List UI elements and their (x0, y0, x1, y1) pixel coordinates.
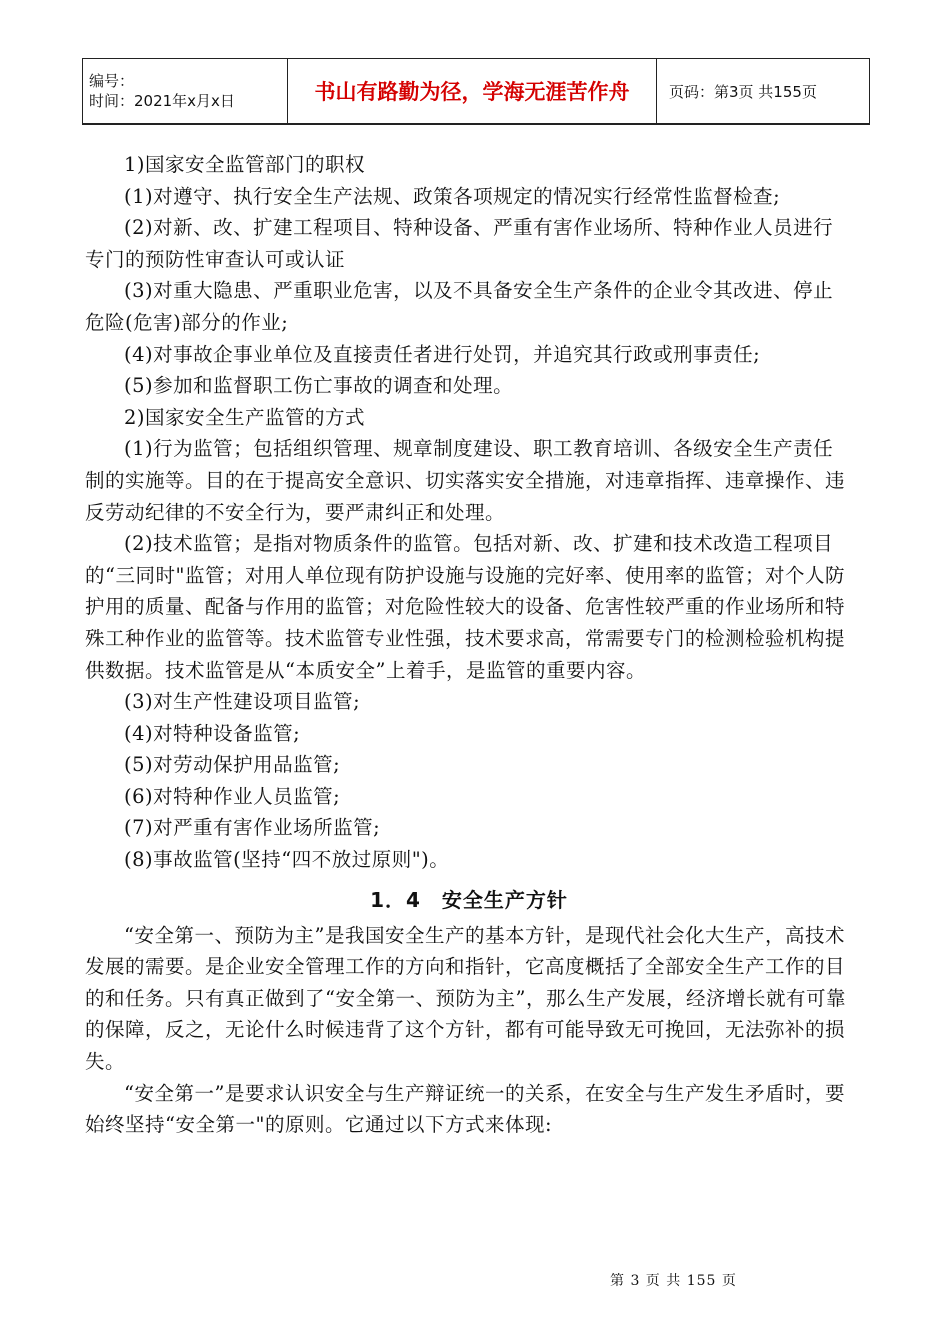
paragraph: (3)对重大隐患、严重职业危害，以及不具备安全生产条件的企业令其改进、停止危险(危害)部分的作业; (85, 279, 834, 334)
paragraph: (1)行为监管；包括组织管理、规章制度建设、职工教育培训、各级安全生产责任制的实施等。目的在于提高安全意识、切实落实安全措施，对违章指挥、违章操作、违反劳动纪律的不安全行为，要严肃纠正和处理。 (85, 437, 846, 524)
paragraph: (5)对劳动保护用品监管; (124, 753, 341, 777)
paragraph: (4)对特种设备监管; (124, 721, 301, 745)
paragraph: (5)参加和监督职工伤亡事故的调查和处理。 (124, 374, 514, 398)
paragraph: (4)对事故企事业单位及直接责任者进行处罚，并追究其行政或刑事责任; (124, 342, 761, 366)
page-footer: 第 3 页 共 155 页 (610, 1273, 737, 1289)
document-number-label: 编号： (89, 72, 135, 90)
paragraph: (6)对特种作业人员监管; (124, 784, 341, 808)
paragraph: “安全第一”是要求认识安全与生产辩证统一的关系，在安全与生产发生矛盾时，要始终坚持“安全第一"的原则。它通过以下方式来体现: (85, 1081, 845, 1137)
paragraph: (8)事故监管(坚持“四不放过原则")。 (124, 848, 450, 872)
header-meta (83, 59, 288, 124)
paragraph: (2)对新、改、扩建工程项目、特种设备、严重有害作业场所、特种作业人员进行专门的预防性审查认可或认证 (85, 216, 834, 271)
paragraph: (3)对生产性建设项目监管; (124, 690, 361, 714)
paragraph: “安全第一、预防为主”是我国安全生产的基本方针，是现代社会化大生产，高技术发展的需要。是企业安全管理工作的方向和指针，它高度概括了全部安全生产工作的目的和任务。只有真正做到了“安全第一、预防为主”，那么生产发展，经济增长就有可靠的保障，反之，无论什么时候违背了这个方针，都有可能导致无可挽回，无法弥补的损失。 (85, 923, 846, 1074)
page-header (82, 58, 870, 124)
paragraph: 2)国家安全生产监管的方式 (124, 405, 366, 429)
document-body (85, 149, 853, 1141)
header-page-info: 页码：第3页 共155页 (657, 59, 870, 124)
document-time-label: 时间：2021年x月x日 (89, 92, 235, 110)
header-rule (82, 124, 870, 125)
paragraph: 1)国家安全监管部门的职权 (124, 153, 366, 176)
section-heading: 1．4 安全生产方针 (370, 887, 568, 912)
paragraph: (7)对严重有害作业场所监管; (124, 816, 381, 840)
paragraph: (2)技术监管；是指对物质条件的监管。包括对新、改、扩建和技术改造工程项目的“三同时"监管；对用人单位现有防护设施与设施的完好率、使用率的监管；对个人防护用的质量、配备与作用的监管；对危险性较大的设备、危害性较严重的作业场所和特殊工种作业的监管等。技术监管专业性强，技术要求高，常需要专门的检测检验机构提供数据。技术监管是从“本质安全”上着手，是监管的重要内容。 (85, 532, 846, 682)
paragraph: (1)对遵守、执行安全生产法规、政策各项规定的情况实行经常性监督检查; (124, 184, 781, 208)
header-motto: 书山有路勤为径，学海无涯苦作舟 (288, 59, 657, 124)
